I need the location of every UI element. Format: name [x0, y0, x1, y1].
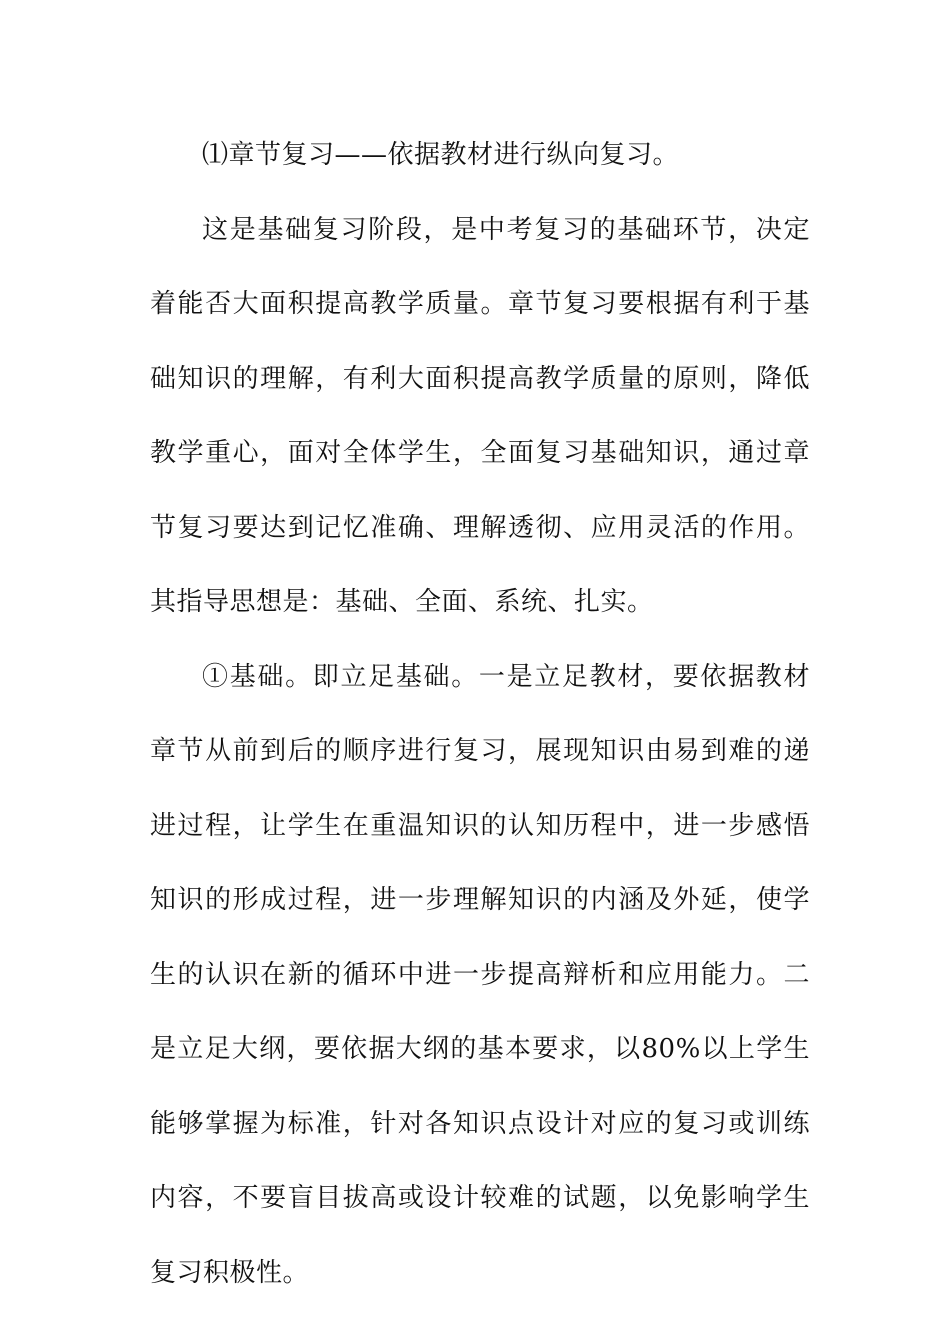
paragraph-foundation: ①基础。即立足基础。一是立足教材，要依据教材章节从前到后的顺序进行复习，展现知识由易到难的递进过程，让学生在重温知识的认知历程中，进一步感悟知识的形成过程，进一步理解知识的内涵及外延，使学生的认识在新的循环中进一步提高辩析和应用能力。二是立足大纲，要依据大纲的基本要求，以80%以上学生能够掌握为标准，针对各知识点设计对应的复习或训练内容，不要盲目拔高或设计较难的试题，以免影响学生复习积极性。 [150, 661, 810, 1288]
document-body [150, 118, 810, 1310]
paragraph-chapter-review-heading: ⑴章节复习——依据教材进行纵向复习。 [202, 140, 680, 170]
paragraph-basic-review-stage: 这是基础复习阶段，是中考复习的基础环节，决定着能否大面积提高教学质量。章节复习要根据有利于基础知识的理解，有利大面积提高教学质量的原则，降低教学重心，面对全体学生，全面复习基础知识，通过章节复习要达到记忆准确、理解透彻、应用灵活的作用。其指导思想是：基础、全面、系统、扎实。 [150, 214, 810, 617]
